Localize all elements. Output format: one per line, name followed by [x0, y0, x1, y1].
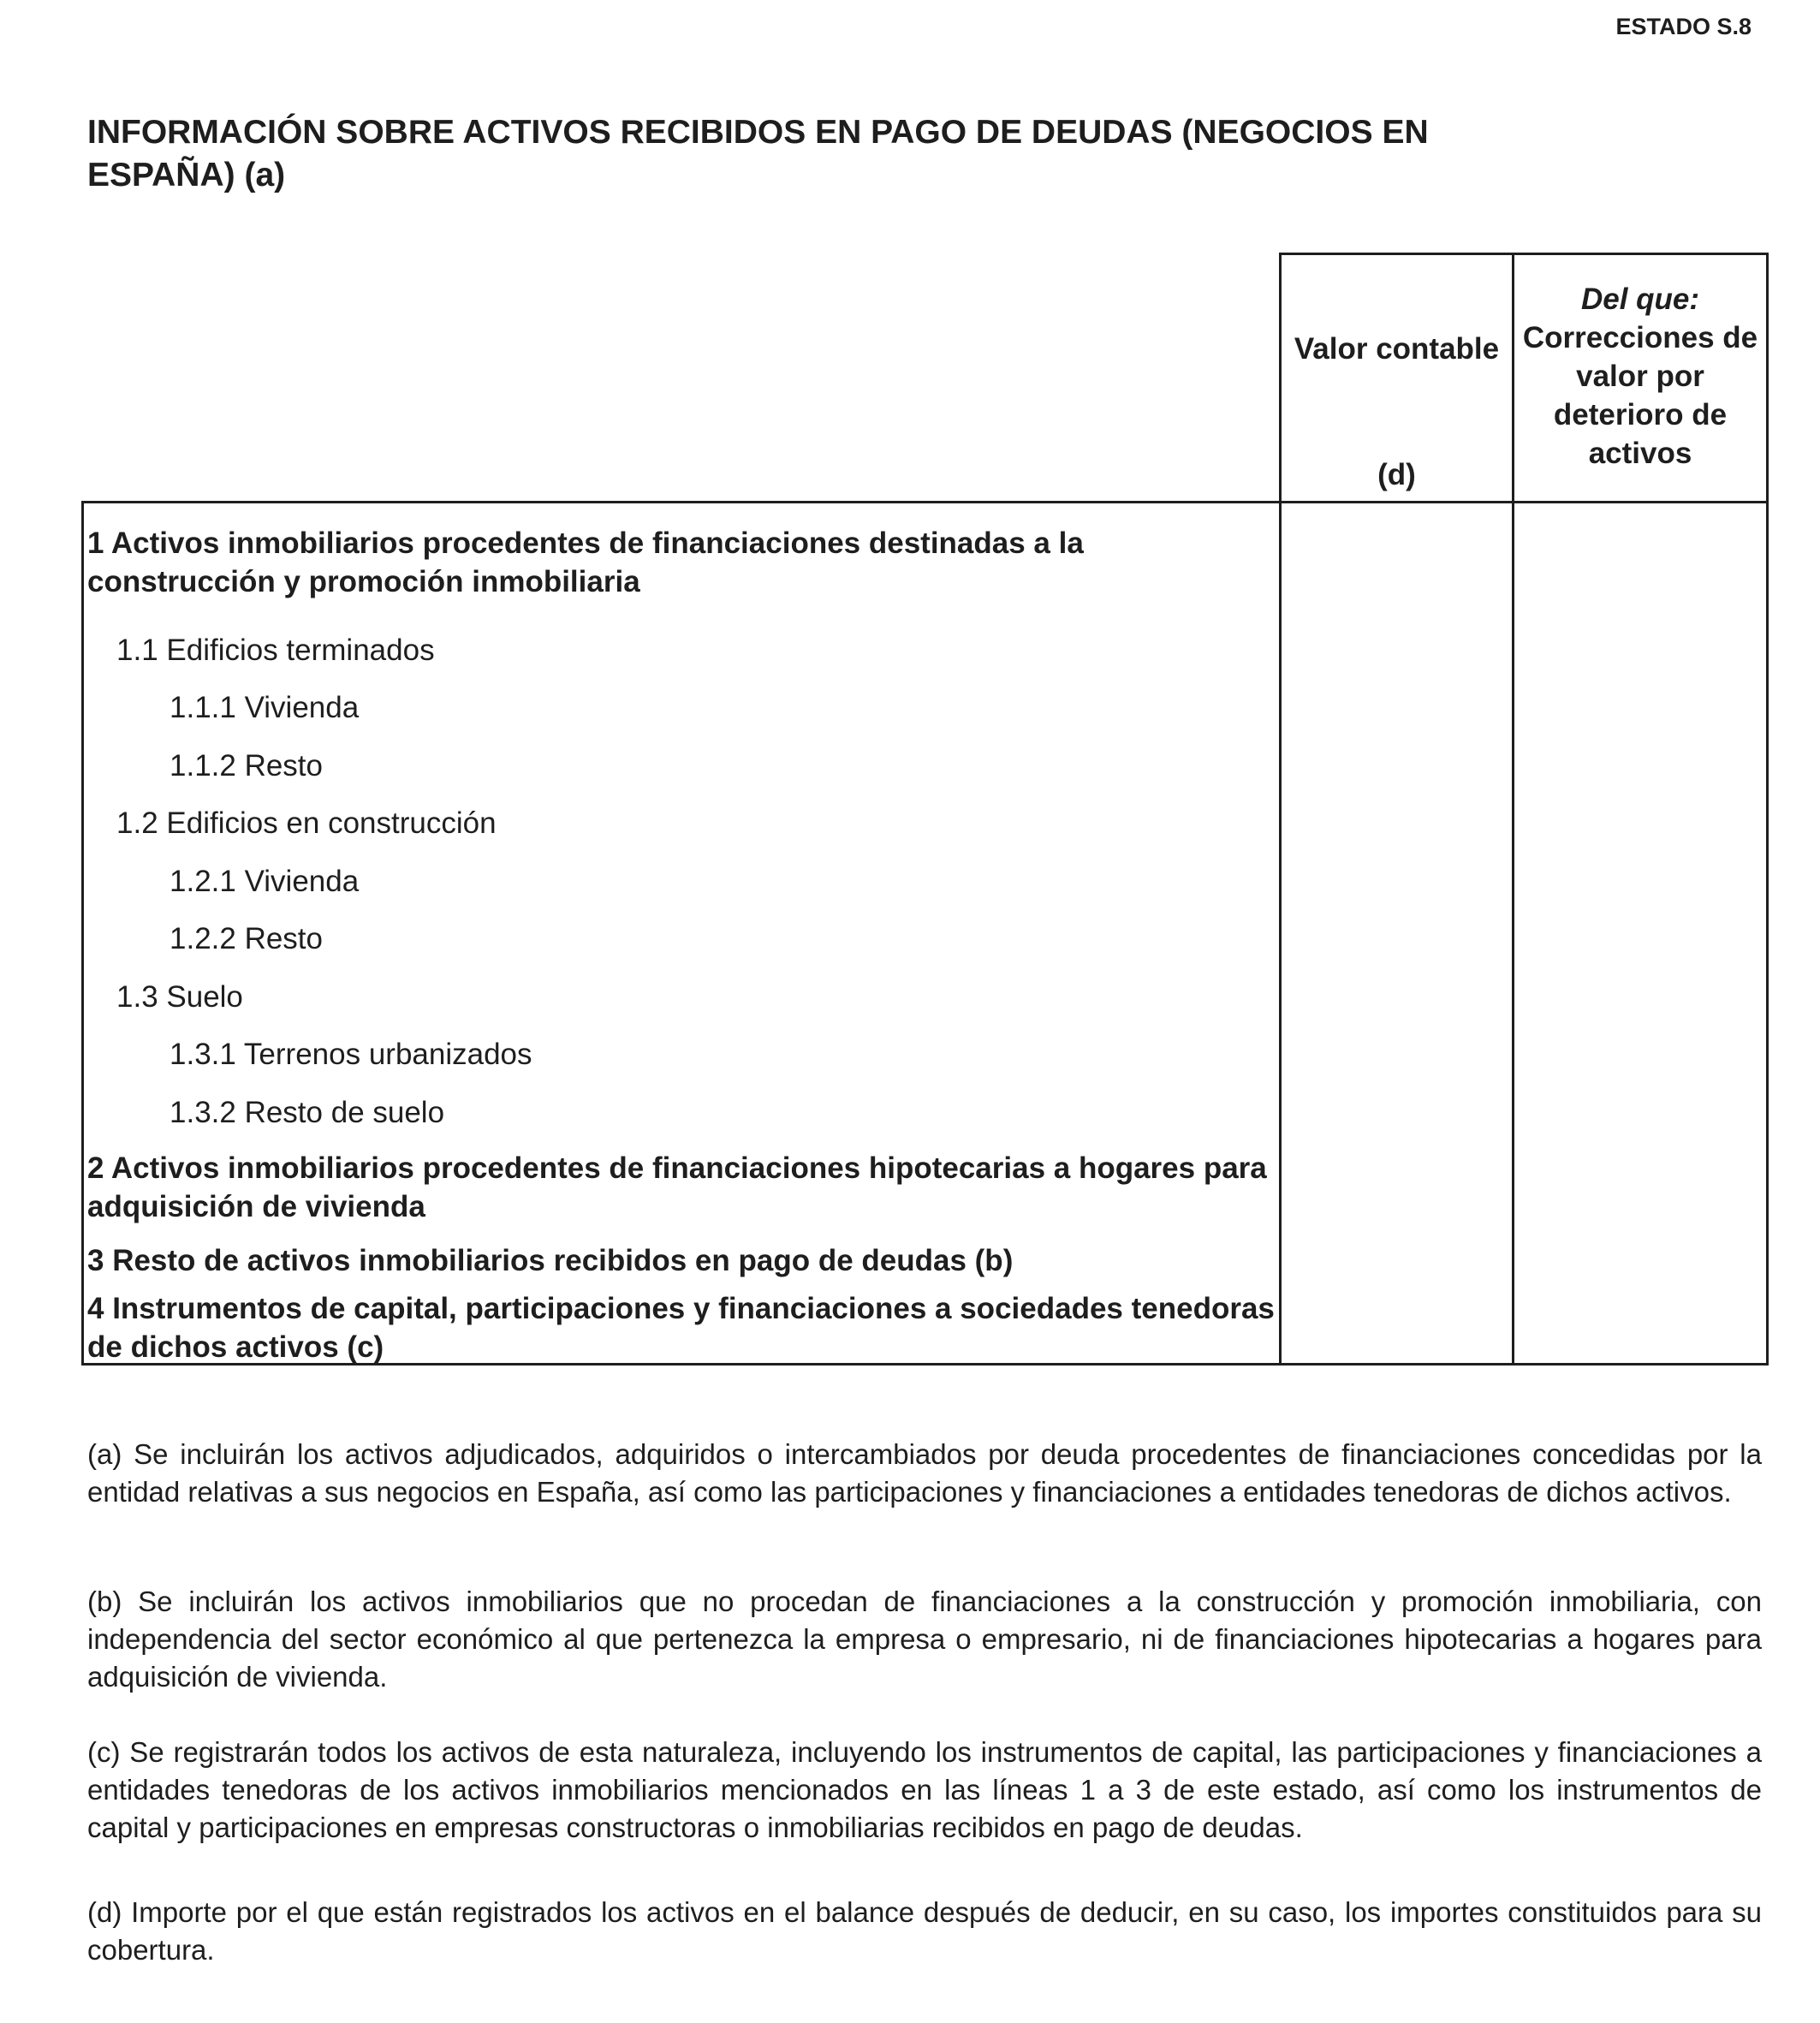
- col-header-correcciones-line-3: deterioro de: [1553, 398, 1728, 431]
- row-label-3: 3 Resto de activos inmobiliarios recibidos en pago de deudas (b): [87, 1244, 1014, 1277]
- footnote-c: (c) Se registrarán todos los activos de esta naturaleza, incluyendo los instrumentos de capital, las participaciones y financiaciones a entidades tenedoras de los activos inmobiliarios mencionados en las líneas 1 a 3 de este estado, así como los instrumentos de capital y participaciones en empresas constructoras o inmobiliarias recibidos en pago de deudas.: [87, 1736, 1762, 1843]
- page-title-line-1: INFORMACIÓN SOBRE ACTIVOS RECIBIDOS EN PAGO DE DEUDAS (NEGOCIOS EN: [87, 114, 1429, 151]
- right-border: [1766, 253, 1769, 1366]
- col-header-correcciones-line-4: activos: [1588, 437, 1692, 470]
- row-label-1-1-2: 1.1.2 Resto: [170, 749, 323, 782]
- footnote-d: (d) Importe por el que están registrados los activos en el balance después de deducir, en su caso, los importes constituidos para su cobertura.: [87, 1896, 1762, 1966]
- page-title-line-2: ESPAÑA) (a): [87, 157, 286, 193]
- col-header-correcciones-line-1: Correcciones de: [1522, 321, 1758, 354]
- correcciones-column-cells: [1514, 503, 1766, 1363]
- row-label-1-2-1: 1.2.1 Vivienda: [170, 865, 360, 898]
- row-label-1-3-2: 1.3.2 Resto de suelo: [170, 1096, 445, 1129]
- row-label-1-1-1: 1.1.1 Vivienda: [170, 691, 360, 724]
- row-label-1-3: 1.3 Suelo: [116, 980, 243, 1014]
- col-header-correcciones: [1514, 280, 1766, 473]
- col-header-valor-contable-note: [1282, 455, 1512, 494]
- col-header-valor-contable-label: Valor contable: [1294, 332, 1500, 366]
- row-label-1-2-2: 1.2.2 Resto: [170, 922, 323, 955]
- row-label-2: 2 Activos inmobiliarios procedentes de financiaciones hipotecarias a hogares para adquisición de vivienda: [87, 1151, 1267, 1223]
- footnote-a: (a) Se incluirán los activos adjudicados, adquiridos o intercambiados por deuda procedentes de financiaciones concedidas por la entidad relativas a sus negocios en España, así como las participaciones y financiaciones a entidades tenedoras de dichos activos.: [87, 1438, 1762, 1508]
- row-label-1: 1 Activos inmobiliarios procedentes de financiaciones destinadas a la construcción y promoción inmobiliaria: [87, 527, 1084, 598]
- row-label-1-1: 1.1 Edificios terminados: [116, 634, 435, 667]
- col-header-del-que: Del que:: [1580, 283, 1700, 316]
- left-border: [81, 501, 84, 1366]
- col-header-valor-contable: [1282, 330, 1512, 368]
- valor-contable-column-cells: [1282, 503, 1512, 1363]
- col-header-d-note: (d): [1377, 458, 1416, 491]
- estado-label: ESTADO S.8: [1615, 14, 1752, 39]
- header-top-border: [1281, 253, 1769, 255]
- row-label-1-3-1: 1.3.1 Terrenos urbanizados: [170, 1038, 532, 1071]
- row-label-4: 4 Instrumentos de capital, participaciones y financiaciones a sociedades tenedoras de dichos activos (c): [87, 1292, 1275, 1364]
- col-header-correcciones-line-2: valor por: [1576, 360, 1704, 393]
- row-label-1-2: 1.2 Edificios en construcción: [116, 806, 497, 840]
- footnote-b: (b) Se incluirán los activos inmobiliarios que no procedan de financiaciones a la construcción y promoción inmobiliaria, con independencia del sector económico al que pertenezca la empresa o empresario, ni de financiaciones hipotecarias a hogares para adquisición de vivienda.: [87, 1586, 1762, 1693]
